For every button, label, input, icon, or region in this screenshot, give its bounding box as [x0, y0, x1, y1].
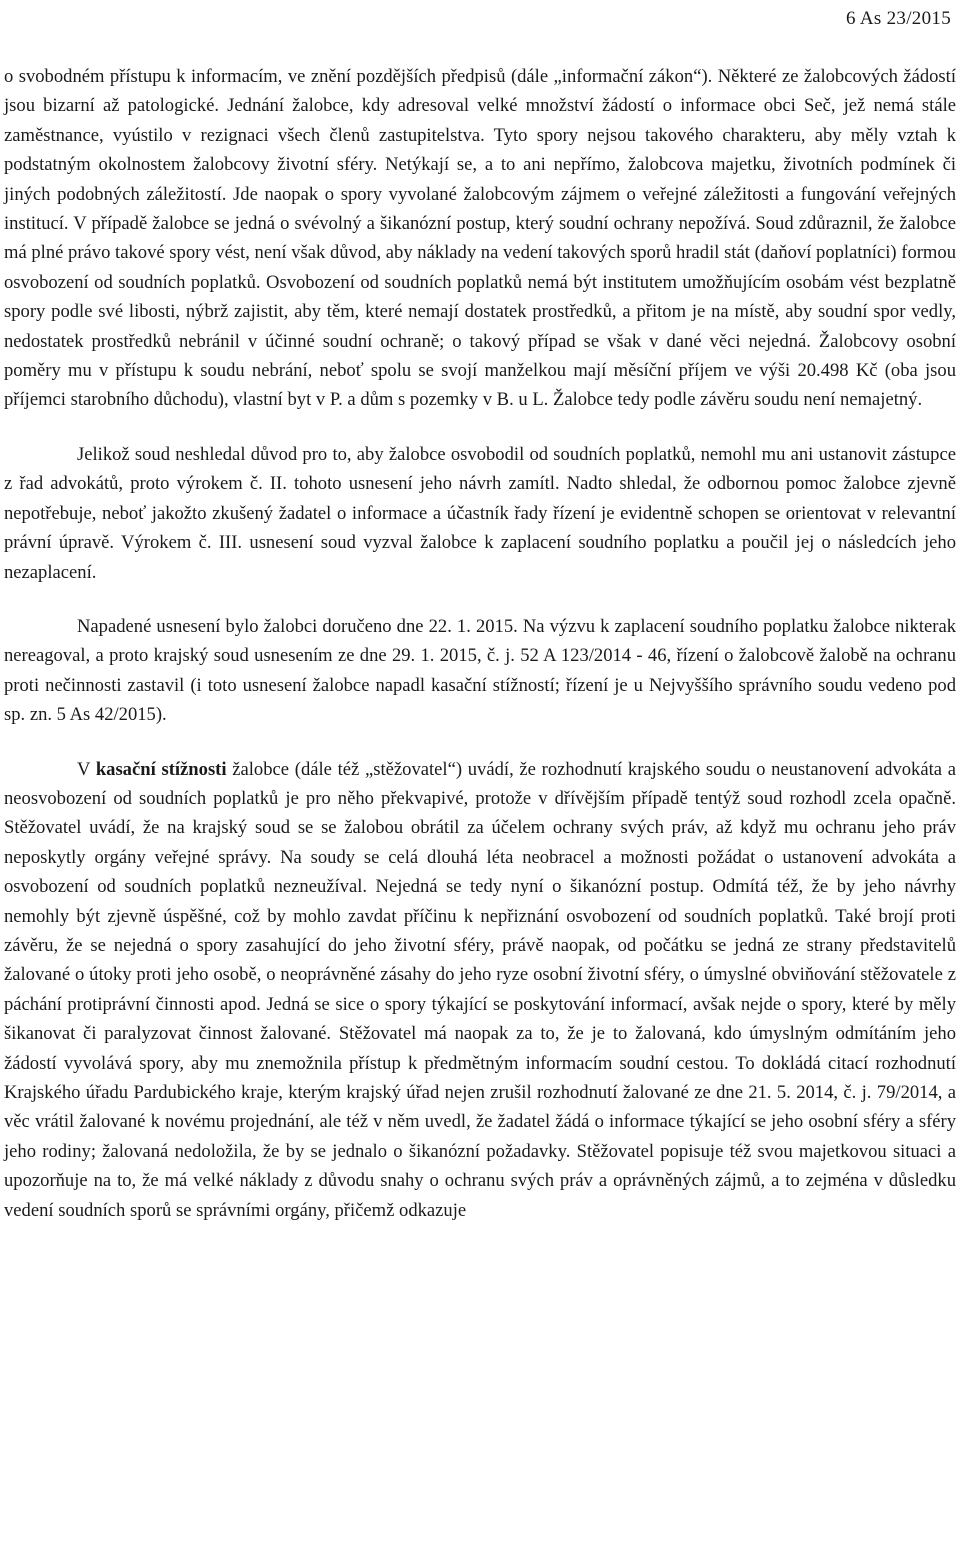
paragraph-4: [4, 755, 956, 1226]
paragraph-4-lead: V: [77, 758, 96, 780]
document-body: [4, 62, 956, 1225]
paragraph-1: o svobodném přístupu k informacím, ve znění pozdějších předpisů (dále „informační zákon“). Některé ze žalobcových žádostí jsou bizarní až patologické. Jednání žalobce, kdy adresoval velké množství žádostí o informace obci Seč, jež nemá stále zaměstnance, vyústilo v rezignaci všech členů zastupitelstva. Tyto spory nejsou takového charakteru, aby měly vztah k podstatným okolnostem žalobcovy životní sféry. Netýkají se, a to ani nepřímo, žalobcova majetku, životních podmínek či jiných podobných záležitostí. Jde naopak o spory vyvolané žalobcovým zájmem o veřejné záležitosti a fungování veřejných institucí. V případě žalobce se jedná o svévolný a šikanózní postup, který soudní ochrany nepožívá. Soud zdůraznil, že žalobce má plné právo takové spory vést, není však důvod, aby náklady na vedení takových sporů hradil stát (daňoví poplatníci) formou osvobození od soudních poplatků. Osvobození od soudních poplatků nemá být institutem umožňujícím osobám vést bezplatně spory podle své libosti, nýbrž zajistit, aby těm, které nemají dostatek prostředků, a přitom je na místě, aby soudní spor vedly, nedostatek prostředků nebránil v účinné soudní ochraně; o takový případ se však v dané věci nejedná. Žalobcovy osobní poměry mu v přístupu k soudu nebrání, neboť spolu se svojí manželkou mají měsíční příjem ve výši 20.498 Kč (oba jsou příjemci starobního důchodu), vlastní byt v P. a dům s pozemky v B. u L. Žalobce tedy podle závěru soudu není nemajetný.: [4, 66, 956, 411]
cassation-complaint-term: kasační stížnosti: [95, 758, 227, 780]
case-reference: 6 As 23/2015: [846, 8, 951, 29]
paragraph-2: Jelikož soud neshledal důvod pro to, aby žalobce osvobodil od soudních poplatků, nemohl mu ani ustanovit zástupce z řad advokátů, proto výrokem č. II. tohoto usnesení jeho návrh zamítl. Nadto shledal, že odbornou pomoc žalobce zjevně nepotřebuje, neboť jakožto zkušený žadatel o informace a účastník řady řízení je evidentně schopen se orientovat v relevantní právní úpravě. Výrokem č. III. usnesení soud vyzval žalobce k zaplacení soudního poplatku a poučil jej o následcích jeho nezaplacení.: [4, 443, 956, 583]
paragraph-3: Napadené usnesení bylo žalobci doručeno dne 22. 1. 2015. Na výzvu k zaplacení soudního poplatku žalobce nikterak nereagoval, a proto krajský soud usnesením ze dne 29. 1. 2015, č. j. 52 A 123/2014 - 46, řízení o žalobcově žalobě na ochranu proti nečinnosti zastavil (i toto usnesení žalobce napadl kasační stížností; řízení je u Nejvyššího správního soudu vedeno pod sp. zn. 5 As 42/2015).: [4, 615, 956, 726]
paragraph-4-text: žalobce (dále též „stěžovatel“) uvádí, že rozhodnutí krajského soudu o neustanovení advokáta a neosvobození od soudních poplatků je pro něho překvapivé, protože v dřívějším případě tentýž soud rozhodl zcela opačně. Stěžovatel uvádí, že na krajský soud se se žalobou obrátil za účelem ochrany svých práv, až když mu ochranu jeho práv neposkytly orgány veřejné správy. Na soudy se celá dlouhá léta neobracel a možnosti požádat o ustanovení advokáta a osvobození od soudních poplatků nezneužíval. Nejedná se tedy nyní o šikanózní postup. Odmítá též, že by jeho návrhy nemohly být zjevně úspěšné, což by mohlo zavdat příčinu k nepřiznání osvobození od soudních poplatků. Také brojí proti závěru, že se nejedná o spory zasahující do jeho životní sféry, právě naopak, od počátku se jedná ze strany představitelů žalované o útoky proti jeho osobě, o neoprávněné zásahy do jeho ryze osobní životní sféry, o úmyslné obviňování stěžovatele z páchání protiprávní činnosti apod. Jedná se sice o spory týkající se poskytování informací, avšak nejde o spory, které by měly šikanovat či paralyzovat činnost žalované. Stěžovatel má naopak za to, že je to žalovaná, kdo úmyslným odmítáním jeho žádostí vyvolává spory, aby mu znemožnila přístup k předmětným informacím soudní cestou. To dokládá citací rozhodnutí Krajského úřadu Pardubického kraje, kterým krajský úřad nejen zrušil rozhodnutí žalované ze dne 21. 5. 2014, č. j. 79/2014, a věc vrátil žalované k novému projednání, ale též v něm uvedl, že žadatel žádá o informace týkající se jeho osobní sféry a sféry jeho rodiny; žalovaná nedoložila, že by se jednalo o šikanózní požadavky. Stěžovatel popisuje též svou majetkovou situaci a upozorňuje na to, že má velké náklady z důvodu snahy o ochranu svých práv a oprávněných zájmů, a to zejména v důsledku vedení soudních sporů se správními orgány, přičemž odkazuje: [4, 758, 956, 1221]
